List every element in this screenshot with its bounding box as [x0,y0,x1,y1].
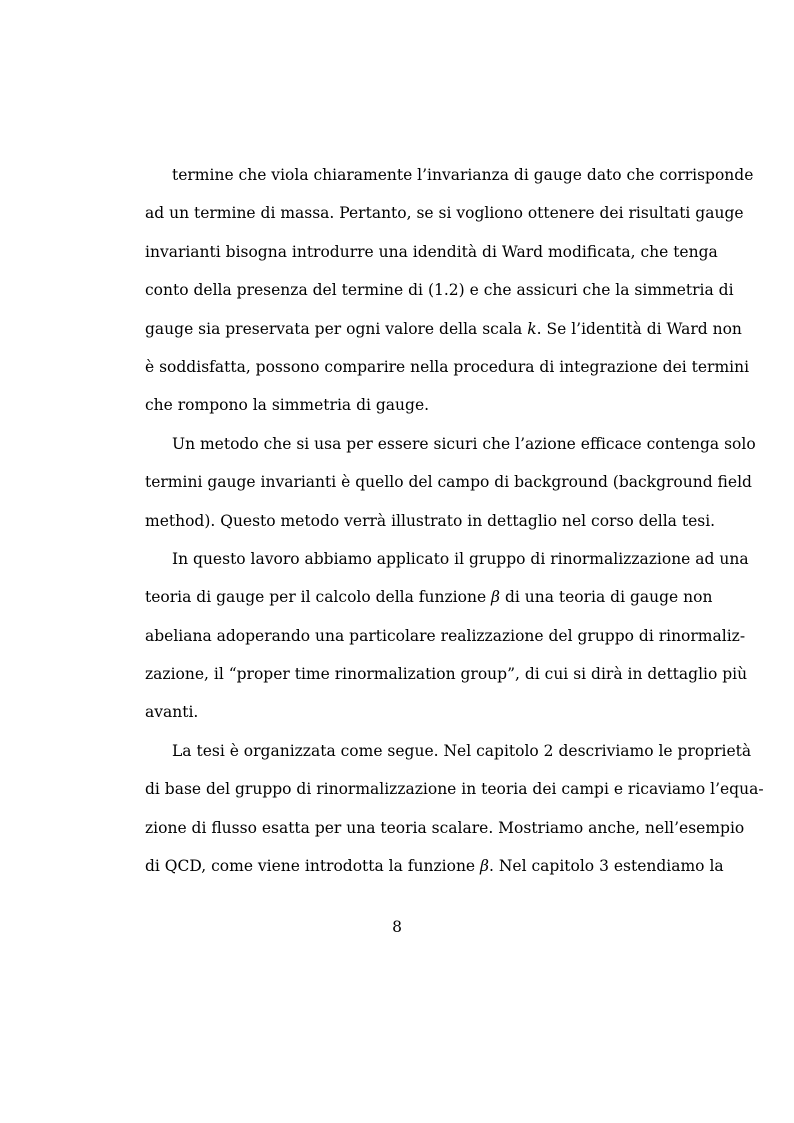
text-line: conto della presenza del termine di (1.2) e che assicuri che la simmetria di [145,281,734,300]
page-number: 8 [392,918,402,936]
text-line: zazione, il “proper time rinormalization group”, di cui si dirà in dettaglio più [145,665,748,684]
math-symbol-beta: β [491,588,501,607]
text-line: ad un termine di massa. Pertanto, se si vogliono ottenere dei risultati gauge [145,204,744,223]
text-line: gauge sia preservata per ogni valore della scala k. Se l’identità di Ward non [145,319,742,338]
text-line: che rompono la simmetria di gauge. [145,396,430,415]
text-line: di base del gruppo di rinormalizzazione in teoria dei campi e ricaviamo l’equa- [145,780,764,799]
text-line: avanti. [145,703,199,722]
text-line: è soddisfatta, possono comparire nella procedura di integrazione dei termini [145,357,750,376]
math-symbol-beta: β [480,857,490,876]
text-line: La tesi è organizzata come segue. Nel capitolo 2 descriviamo le proprietà [172,741,752,760]
text-line: invarianti bisogna introdurre una idendità di Ward modificata, che tenga [145,242,718,261]
text-line: Un metodo che si usa per essere sicuri che l’azione efficace contenga solo [172,434,756,453]
text-line: termine che viola chiaramente l’invarianza di gauge dato che corrisponde [172,166,754,184]
body-text [145,156,764,885]
text-line: termini gauge invarianti è quello del campo di background (background field [145,473,752,492]
text-line: teoria di gauge per il calcolo della funzione β di una teoria di gauge non [145,588,713,607]
text-line: di QCD, come viene introdotta la funzione β. Nel capitolo 3 estendiamo la [145,857,724,876]
text-line: zione di flusso esatta per una teoria scalare. Mostriamo anche, nell’esempio [145,818,745,837]
math-symbol-k: k [527,319,537,338]
text-line: In questo lavoro abbiamo applicato il gruppo di rinormalizzazione ad una [172,549,749,568]
text-line: abeliana adoperando una particolare realizzazione del gruppo di rinormaliz- [145,626,746,645]
text-line: method). Questo metodo verrà illustrato in dettaglio nel corso della tesi. [145,511,716,530]
